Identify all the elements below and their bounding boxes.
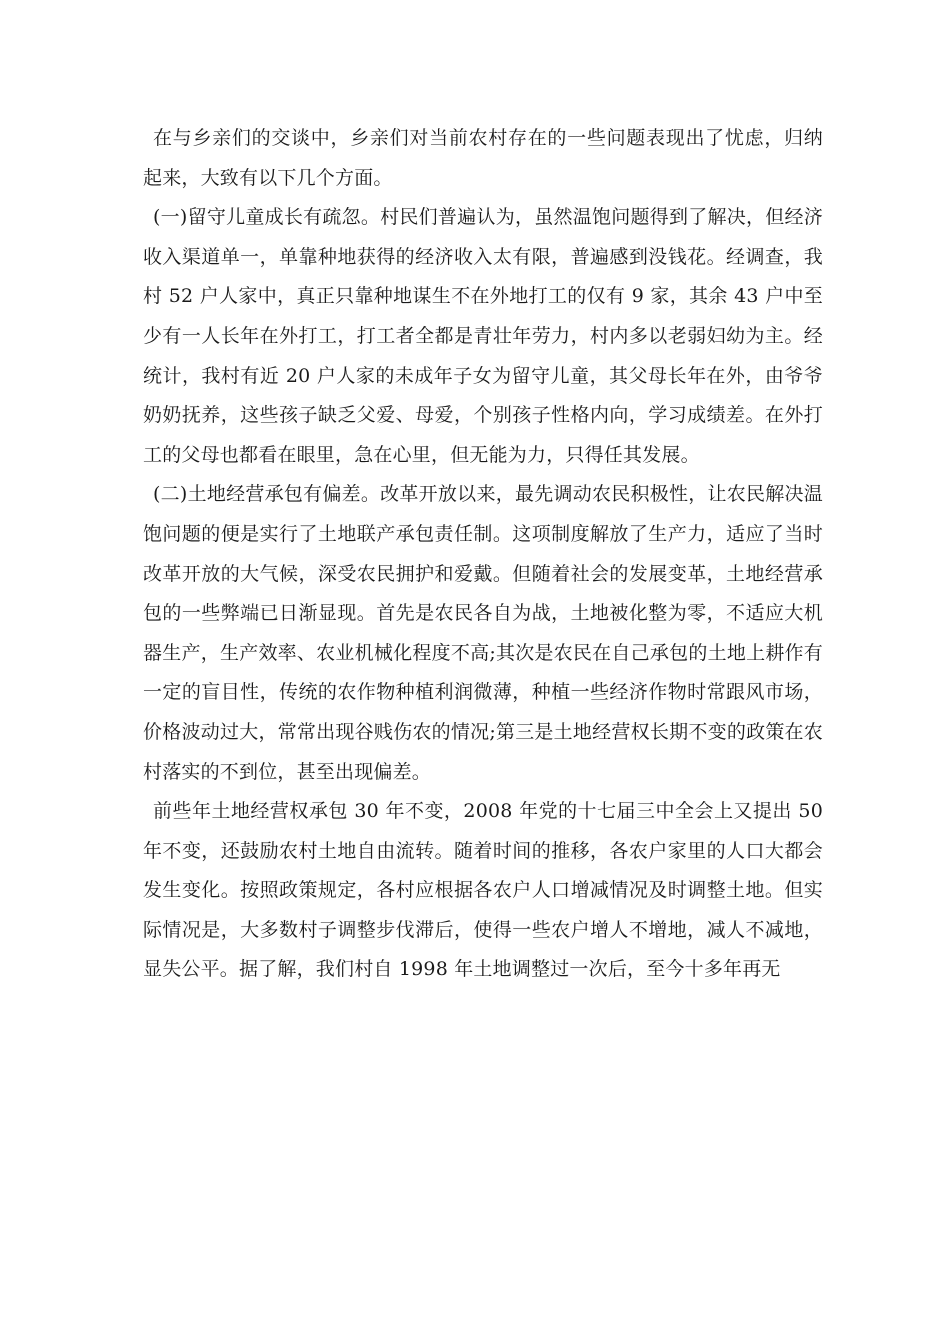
paragraph-land-tenure-policy: 前些年土地经营权承包 30 年不变，2008 年党的十七届三中全会上又提出 50 年不变，还鼓励农村土地自由流转。随着时间的推移，各农户家里的人口大都会发生变化。按照政策规定，各村应根据各农户人口增减情况及时调整土地。但实际情况是，大多数村子调整步伐滞后，使得一些农户增人不增地，减人不减地，显失公平。据了解，我们村自 1998 年土地调整过一次后，至今十多年再无 [143, 800, 823, 981]
paragraph-left-behind-children: (一)留守儿童成长有疏忽。村民们普遍认为，虽然温饱问题得到了解决，但经济收入渠道单一，单靠种地获得的经济收入太有限，普遍感到没钱花。经调查，我村 52 户人家中，真正只靠种地谋生不在外地打工的仅有 9 家，其余 43 户中至少有一人长年在外打工，打工者全都是青壮年劳力，村内多以老弱妇幼为主。经统计，我村有近 20 户人家的未成年子女为留守儿童，其父母长年在外，由爷爷奶奶抚养，这些孩子缺乏父爱、母爱，个别孩子性格内向，学习成绩差。在外打工的父母也都看在眼里，急在心里，但无能为力，只得任其发展。 [143, 206, 823, 466]
paragraph-intro: 在与乡亲们的交谈中，乡亲们对当前农村存在的一些问题表现出了忧虑，归纳起来，大致有以下几个方面。 [143, 127, 823, 189]
document-body [143, 119, 823, 990]
paragraph-land-contracting: (二)土地经营承包有偏差。改革开放以来，最先调动农民积极性，让农民解决温饱问题的便是实行了土地联产承包责任制。这项制度解放了生产力，适应了当时改革开放的大气候，深受农民拥护和爱戴。但随着社会的发展变革，土地经营承包的一些弊端已日渐显现。首先是农民各自为战，土地被化整为零，不适应大机器生产，生产效率、农业机械化程度不高;其次是农民在自己承包的土地上耕作有一定的盲目性，传统的农作物种植利润微薄，种植一些经济作物时常跟风市场，价格波动过大，常常出现谷贱伤农的情况;第三是土地经营权长期不变的政策在农村落实的不到位，甚至出现偏差。 [143, 483, 823, 783]
